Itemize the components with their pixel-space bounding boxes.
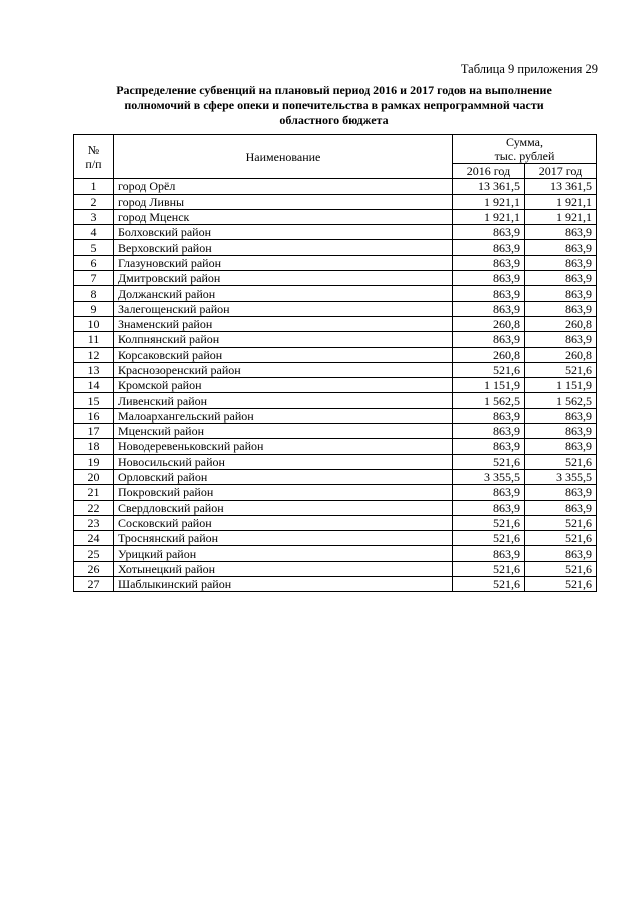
header-year-2017: 2017 год [525, 164, 597, 179]
row-number: 14 [74, 378, 114, 393]
row-name: Кромской район [114, 378, 453, 393]
row-number: 23 [74, 515, 114, 530]
row-number: 24 [74, 531, 114, 546]
row-value-2017: 863,9 [525, 301, 597, 316]
table-row [74, 362, 597, 377]
row-value-2016: 863,9 [453, 286, 525, 301]
table-row [74, 332, 597, 347]
subvention-table [73, 134, 597, 592]
header-name: Наименование [114, 135, 453, 179]
row-name: город Мценск [114, 209, 453, 224]
table-row [74, 515, 597, 530]
table-row [74, 179, 597, 194]
row-value-2016: 1 921,1 [453, 194, 525, 209]
row-number: 20 [74, 469, 114, 484]
row-number: 18 [74, 439, 114, 454]
row-value-2017: 863,9 [525, 500, 597, 515]
row-value-2017: 863,9 [525, 332, 597, 347]
table-row [74, 271, 597, 286]
row-value-2017: 863,9 [525, 286, 597, 301]
row-number: 21 [74, 485, 114, 500]
row-name: Мценский район [114, 424, 453, 439]
table-row [74, 531, 597, 546]
row-value-2016: 863,9 [453, 546, 525, 561]
row-value-2016: 863,9 [453, 301, 525, 316]
table-body [74, 179, 597, 592]
row-value-2016: 863,9 [453, 271, 525, 286]
table-row [74, 439, 597, 454]
row-number: 2 [74, 194, 114, 209]
header-year-2016: 2016 год [453, 164, 525, 179]
row-value-2016: 521,6 [453, 454, 525, 469]
table-row [74, 301, 597, 316]
table-row [74, 194, 597, 209]
row-value-2016: 863,9 [453, 424, 525, 439]
row-value-2017: 260,8 [525, 316, 597, 331]
row-name: Верховский район [114, 240, 453, 255]
row-value-2016: 1 562,5 [453, 393, 525, 408]
row-value-2017: 863,9 [525, 546, 597, 561]
table-row [74, 393, 597, 408]
row-number: 3 [74, 209, 114, 224]
row-name: Знаменский район [114, 316, 453, 331]
row-value-2016: 260,8 [453, 347, 525, 362]
row-number: 6 [74, 255, 114, 270]
row-value-2017: 863,9 [525, 439, 597, 454]
row-value-2017: 863,9 [525, 485, 597, 500]
row-number: 16 [74, 408, 114, 423]
row-value-2016: 521,6 [453, 561, 525, 576]
table-reference: Таблица 9 приложения 29 [460, 62, 598, 76]
row-number: 4 [74, 225, 114, 240]
table-row [74, 546, 597, 561]
row-name: Краснозоренский район [114, 362, 453, 377]
row-value-2016: 1 151,9 [453, 378, 525, 393]
row-value-2016: 3 355,5 [453, 469, 525, 484]
row-value-2017: 1 921,1 [525, 194, 597, 209]
row-value-2017: 863,9 [525, 271, 597, 286]
row-value-2017: 863,9 [525, 255, 597, 270]
title-line: областного бюджета [279, 113, 389, 127]
row-value-2016: 863,9 [453, 500, 525, 515]
row-value-2016: 521,6 [453, 577, 525, 592]
row-name: Малоархангельский район [114, 408, 453, 423]
row-value-2017: 863,9 [525, 424, 597, 439]
row-value-2017: 3 355,5 [525, 469, 597, 484]
row-name: Сосковский район [114, 515, 453, 530]
row-number: 5 [74, 240, 114, 255]
row-number: 9 [74, 301, 114, 316]
row-value-2017: 863,9 [525, 408, 597, 423]
row-name: Новосильский район [114, 454, 453, 469]
row-number: 1 [74, 179, 114, 194]
header-sum: Сумма, тыс. рублей [453, 135, 597, 164]
row-name: Болховский район [114, 225, 453, 240]
row-name: город Ливны [114, 194, 453, 209]
row-value-2016: 863,9 [453, 255, 525, 270]
table-row [74, 424, 597, 439]
row-value-2017: 1 562,5 [525, 393, 597, 408]
row-name: Троснянский район [114, 531, 453, 546]
row-value-2017: 863,9 [525, 225, 597, 240]
row-value-2017: 13 361,5 [525, 179, 597, 194]
table-row [74, 209, 597, 224]
row-number: 17 [74, 424, 114, 439]
row-number: 26 [74, 561, 114, 576]
row-value-2016: 260,8 [453, 316, 525, 331]
table-row [74, 286, 597, 301]
row-value-2016: 13 361,5 [453, 179, 525, 194]
row-name: Орловский район [114, 469, 453, 484]
row-name: Хотынецкий район [114, 561, 453, 576]
row-name: Глазуновский район [114, 255, 453, 270]
row-number: 22 [74, 500, 114, 515]
row-number: 25 [74, 546, 114, 561]
row-value-2017: 521,6 [525, 515, 597, 530]
row-value-2016: 863,9 [453, 485, 525, 500]
table-row [74, 577, 597, 592]
table-row [74, 255, 597, 270]
row-number: 19 [74, 454, 114, 469]
row-number: 15 [74, 393, 114, 408]
row-value-2017: 521,6 [525, 454, 597, 469]
row-name: Свердловский район [114, 500, 453, 515]
row-number: 8 [74, 286, 114, 301]
row-value-2016: 863,9 [453, 332, 525, 347]
row-name: Урицкий район [114, 546, 453, 561]
row-name: Ливенский район [114, 393, 453, 408]
row-value-2016: 521,6 [453, 362, 525, 377]
row-number: 12 [74, 347, 114, 362]
table-row [74, 485, 597, 500]
row-value-2017: 1 921,1 [525, 209, 597, 224]
row-number: 7 [74, 271, 114, 286]
row-value-2017: 521,6 [525, 531, 597, 546]
row-value-2016: 1 921,1 [453, 209, 525, 224]
row-value-2016: 863,9 [453, 240, 525, 255]
row-name: Шаблыкинский район [114, 577, 453, 592]
row-name: Колпнянский район [114, 332, 453, 347]
row-value-2016: 863,9 [453, 439, 525, 454]
table-row [74, 500, 597, 515]
row-name: Залегощенский район [114, 301, 453, 316]
row-number: 27 [74, 577, 114, 592]
row-value-2017: 521,6 [525, 362, 597, 377]
row-value-2017: 1 151,9 [525, 378, 597, 393]
table-row [74, 225, 597, 240]
row-number: 13 [74, 362, 114, 377]
title-line: полномочий в сфере опеки и попечительства в рамках непрограммной части [124, 98, 544, 112]
row-name: Дмитровский район [114, 271, 453, 286]
row-number: 10 [74, 316, 114, 331]
header-number: № п/п [74, 135, 114, 179]
document-title [70, 83, 598, 128]
row-value-2016: 863,9 [453, 225, 525, 240]
row-name: Новодеревеньковский район [114, 439, 453, 454]
table-row [74, 469, 597, 484]
row-value-2017: 260,8 [525, 347, 597, 362]
row-value-2016: 521,6 [453, 531, 525, 546]
row-name: город Орёл [114, 179, 453, 194]
row-value-2016: 521,6 [453, 515, 525, 530]
row-name: Корсаковский район [114, 347, 453, 362]
table-row [74, 316, 597, 331]
row-value-2017: 521,6 [525, 577, 597, 592]
title-line: Распределение субвенций на плановый период 2016 и 2017 годов на выполнение [116, 83, 552, 97]
row-value-2017: 521,6 [525, 561, 597, 576]
row-name: Должанский район [114, 286, 453, 301]
table-row [74, 378, 597, 393]
table-row [74, 347, 597, 362]
row-value-2016: 863,9 [453, 408, 525, 423]
table-row [74, 561, 597, 576]
row-number: 11 [74, 332, 114, 347]
row-value-2017: 863,9 [525, 240, 597, 255]
row-name: Покровский район [114, 485, 453, 500]
table-row [74, 454, 597, 469]
table-row [74, 240, 597, 255]
table-row [74, 408, 597, 423]
